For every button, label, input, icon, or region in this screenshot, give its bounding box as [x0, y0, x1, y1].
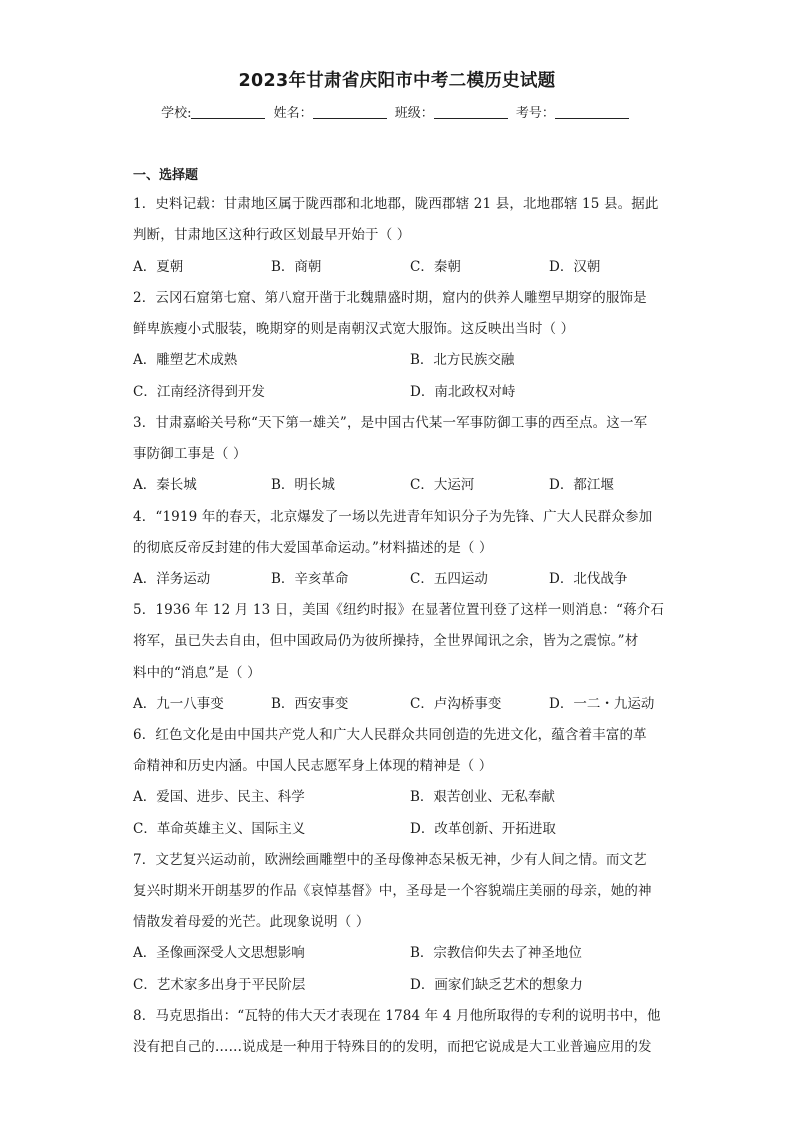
option-a[interactable]: A．圣像画深受人文思想影响: [133, 945, 305, 961]
option-d[interactable]: D．北伐战争: [549, 571, 628, 587]
option-c[interactable]: C．卢沟桥事变: [410, 696, 502, 712]
option-a[interactable]: A．九一八事变: [133, 696, 224, 712]
option-d[interactable]: D．南北政权对峙: [410, 384, 516, 400]
option-b[interactable]: B．明长城: [271, 477, 335, 493]
question-line: 的彻底反帝反封建的伟大爱国革命运动。”材料描述的是（ ）: [133, 540, 493, 556]
question-line: 复兴时期米开朗基罗的作品《哀悼基督》中，圣母是一个容貌端庄美丽的母亲，她的神: [133, 883, 652, 899]
question-line: 事防御工事是（ ）: [133, 446, 247, 462]
option-a[interactable]: A．爱国、进步、民主、科学: [133, 789, 305, 805]
question-line: 命精神和历史内涵。中国人民志愿军身上体现的精神是（ ）: [133, 758, 493, 774]
option-c[interactable]: C．江南经济得到开发: [133, 384, 265, 400]
option-c[interactable]: C．五四运动: [410, 571, 488, 587]
option-b[interactable]: B．艰苦创业、无私奉献: [410, 789, 555, 805]
question-line: 6．红色文化是由中国共产党人和广大人民群众共同创造的先进文化，蕴含着丰富的革: [133, 727, 647, 743]
question-line: 5．1936 年 12 月 13 日，美国《纽约时报》在显著位置刊登了这样一则消息：“蒋介石: [133, 602, 665, 618]
question-line: 2．云冈石窟第七窟、第八窟开凿于北魏鼎盛时期，窟内的供养人雕塑早期穿的服饰是: [133, 290, 647, 306]
question-line: 将军，虽已失去自由，但中国政局仍为彼所操持，全世界闻讯之余，皆为之震惊。”材: [133, 633, 639, 649]
section-title: 一、选择题: [133, 168, 199, 183]
question-line: 判断，甘肃地区这种行政区划最早开始于（ ）: [133, 227, 411, 243]
exam-number-blank[interactable]: [555, 105, 629, 119]
exam-number-label: 考号：: [515, 106, 555, 121]
question-line: 8．马克思指出：“瓦特的伟大天才表现在 1784 年 4 月他所取得的专利的说明书中，他: [133, 1008, 661, 1024]
question-line: 1．史料记载：甘肃地区属于陇西郡和北地郡，陇西郡辖 21 县，北地郡辖 15 县。据此: [133, 196, 659, 212]
page-title: 2023年甘肃省庆阳市中考二模历史试题: [238, 71, 556, 91]
option-b[interactable]: B．西安事变: [271, 696, 349, 712]
question-line: 4．“1919 年的春天，北京爆发了一场以先进青年知识分子为先锋、广大人民群众参加: [133, 509, 653, 525]
option-d[interactable]: D．都江堰: [549, 477, 614, 493]
school-label: 学校:: [161, 106, 192, 121]
option-a[interactable]: A．洋务运动: [133, 571, 211, 587]
question-line: 情散发着母爱的光芒。此现象说明（ ）: [133, 914, 370, 930]
option-c[interactable]: C．大运河: [410, 477, 475, 493]
name-blank[interactable]: [313, 105, 387, 119]
option-b[interactable]: B．商朝: [271, 259, 322, 275]
class-label: 班级：: [394, 106, 434, 121]
option-c[interactable]: C．革命英雄主义、国际主义: [133, 821, 306, 837]
question-line: 料中的“消息”是（ ）: [133, 665, 261, 681]
question-line: 没有把自己的……说成是一种用于特殊目的的发明，而把它说成是大工业普遍应用的发: [133, 1039, 652, 1055]
question-line: 7．文艺复兴运动前，欧洲绘画雕塑中的圣母像神态呆板无神，少有人间之情。而文艺: [133, 852, 647, 868]
option-c[interactable]: C．秦朝: [410, 259, 461, 275]
option-b[interactable]: B．北方民族交融: [410, 352, 515, 368]
question-line: 3．甘肃嘉峪关号称“天下第一雄关”，是中国古代某一军事防御工事的西至点。这一军: [133, 415, 648, 431]
student-info-line: [0, 102, 794, 121]
question-line: 鲜卑族瘦小式服装，晚期穿的则是南朝汉式宽大服饰。这反映出当时（ ）: [133, 321, 575, 337]
option-a[interactable]: A．秦长城: [133, 477, 197, 493]
option-a[interactable]: A．雕塑艺术成熟: [133, 352, 238, 368]
school-blank[interactable]: [191, 105, 265, 119]
option-b[interactable]: B．宗教信仰失去了神圣地位: [410, 945, 582, 961]
name-label: 姓名：: [273, 106, 313, 121]
option-b[interactable]: B．辛亥革命: [271, 571, 349, 587]
option-d[interactable]: D．改革创新、开拓进取: [410, 821, 556, 837]
option-d[interactable]: D．画家们缺乏艺术的想象力: [410, 977, 583, 993]
option-a[interactable]: A．夏朝: [133, 259, 184, 275]
class-blank[interactable]: [434, 105, 508, 119]
option-d[interactable]: D．汉朝: [549, 259, 601, 275]
option-d[interactable]: D．一二・九运动: [549, 696, 655, 712]
option-c[interactable]: C．艺术家多出身于平民阶层: [133, 977, 306, 993]
